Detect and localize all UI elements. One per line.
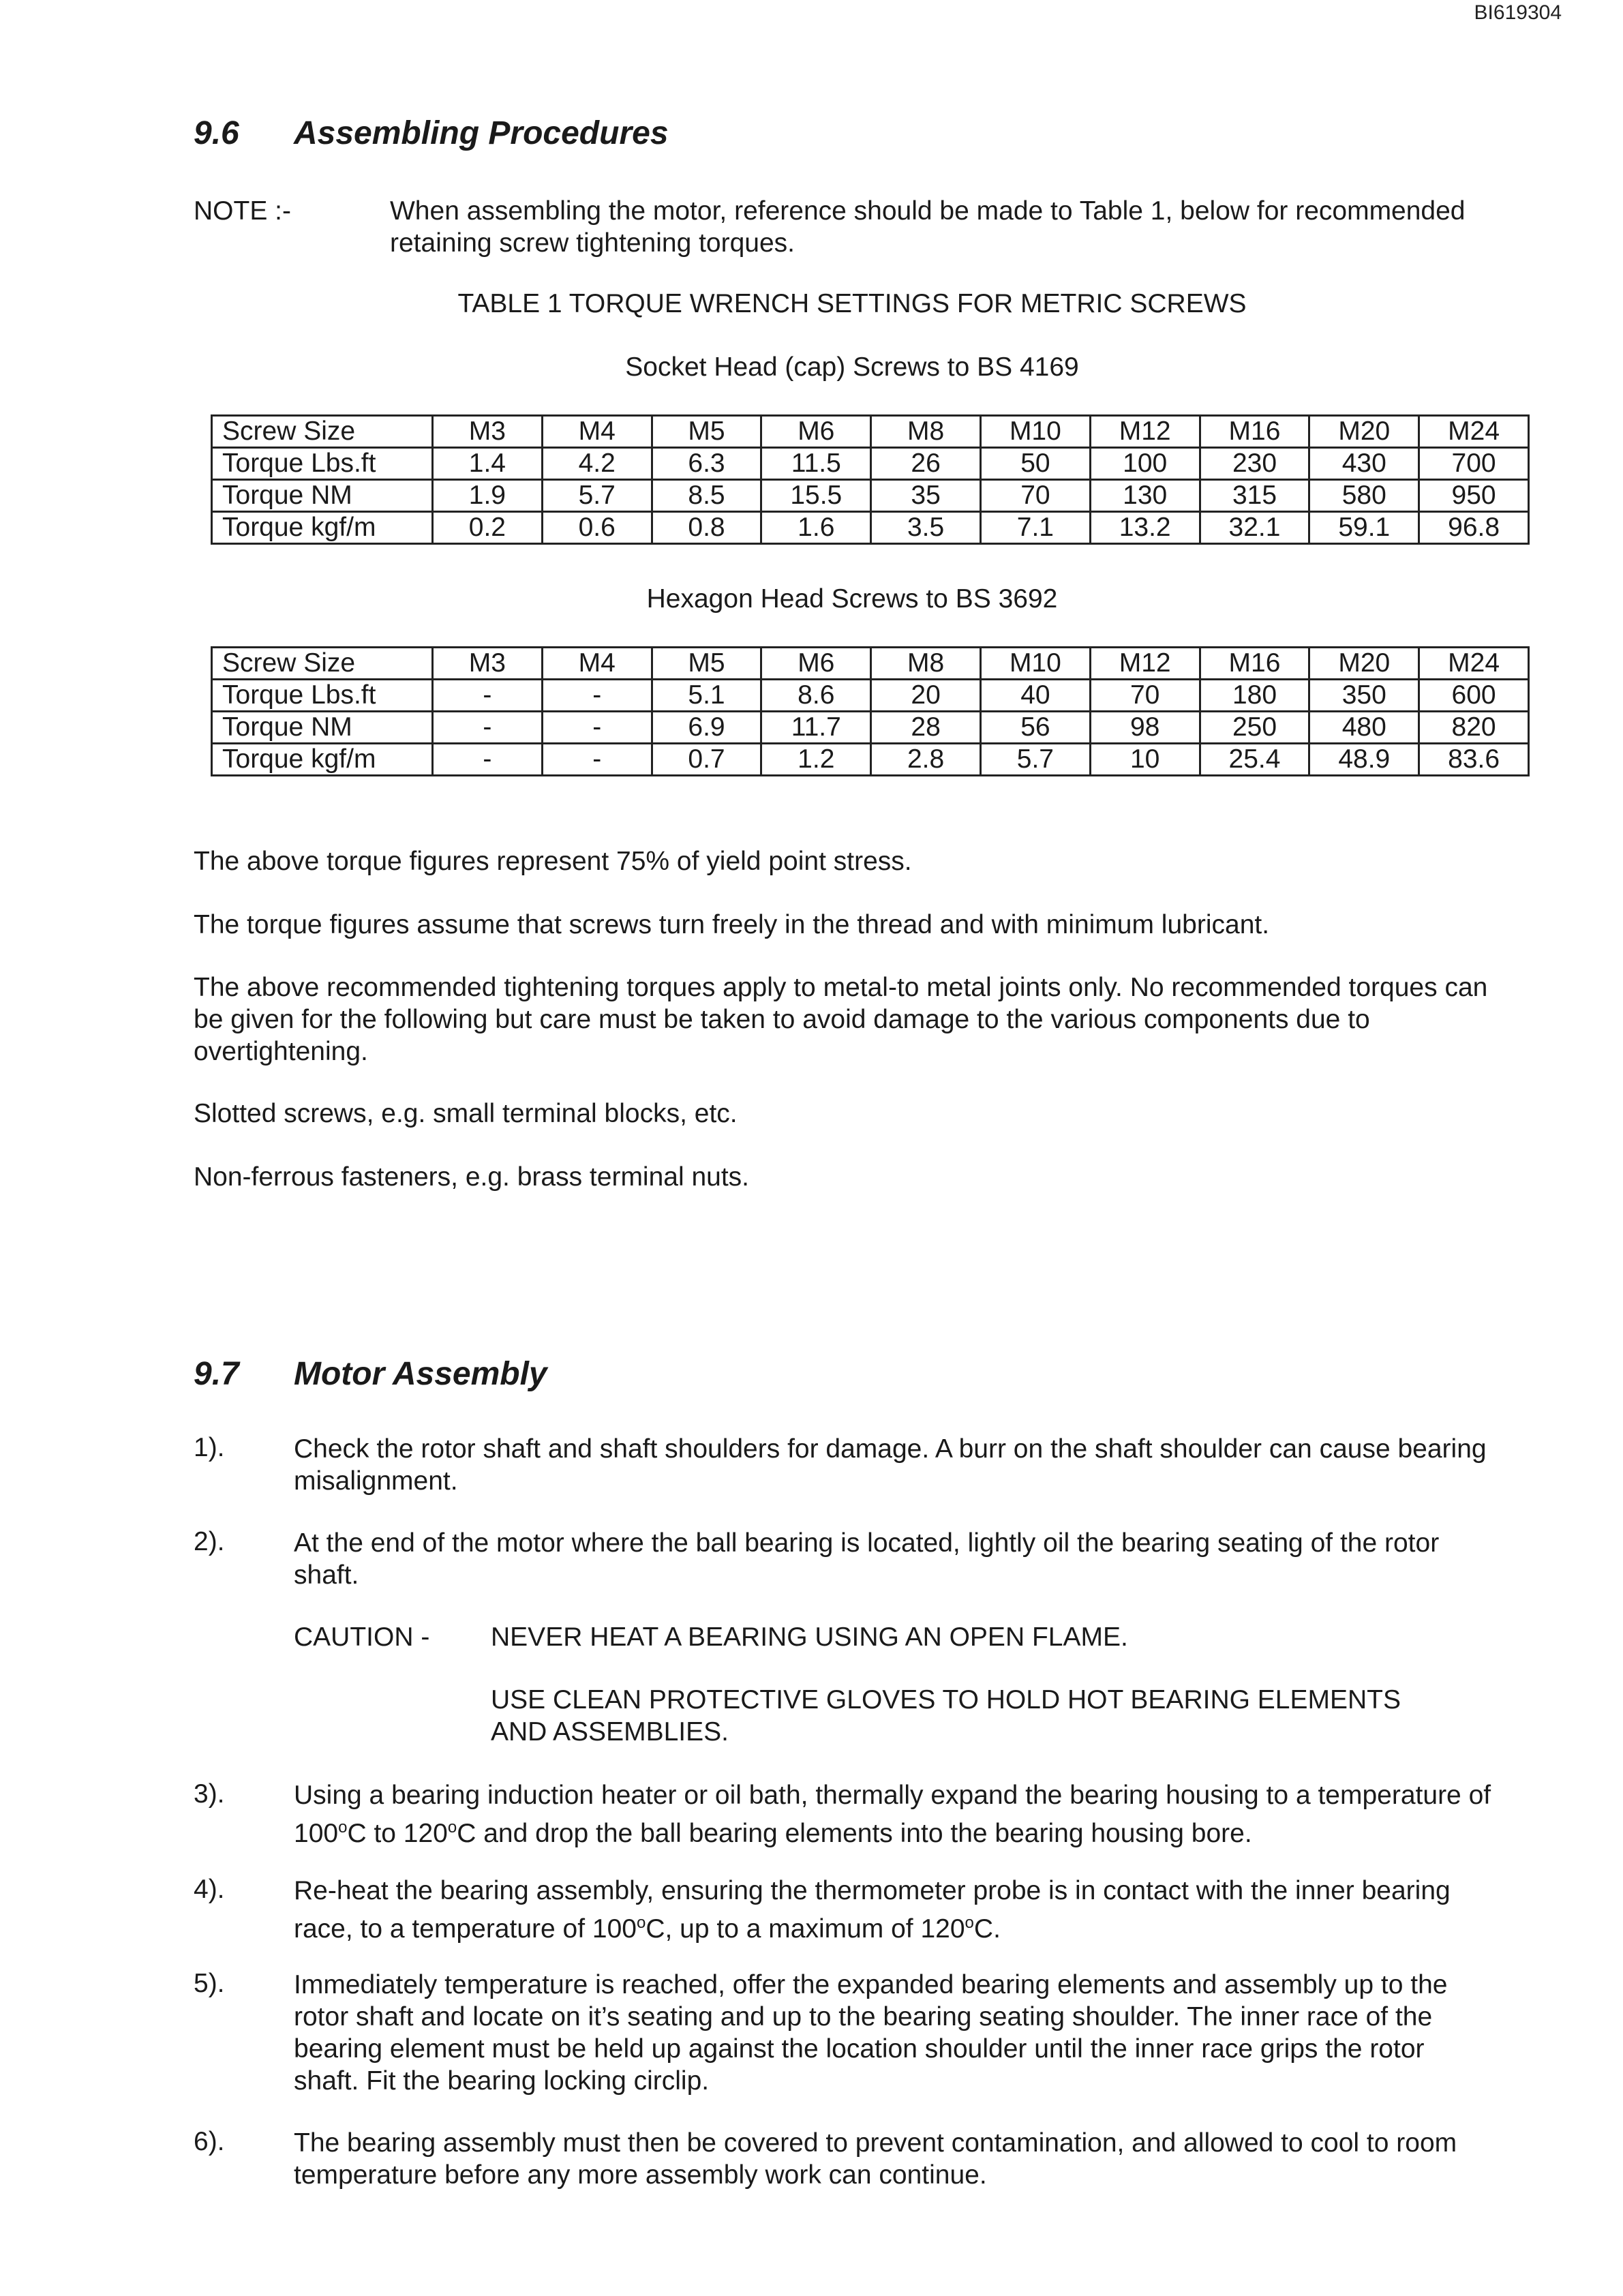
table-cell: 83.6 [1419, 744, 1529, 776]
table-header-cell: M10 [980, 648, 1090, 680]
table-header-cell: M12 [1090, 416, 1200, 448]
table-header-cell: M4 [542, 648, 652, 680]
table-cell: 59.1 [1309, 512, 1419, 544]
table-header-cell: M16 [1200, 416, 1309, 448]
paragraph-lubricant: The torque figures assume that screws turn freely in the thread and with minimum lubricant. [194, 910, 1270, 939]
table-header-cell: M12 [1090, 648, 1200, 680]
table-cell: 600 [1419, 680, 1529, 712]
list-item-text: C and drop the ball bearing elements into the bearing housing bore. [457, 1819, 1252, 1848]
table-header-cell: Screw Size [212, 648, 433, 680]
table-cell: 6.9 [652, 712, 761, 744]
table-header-cell: M8 [871, 416, 981, 448]
table-cell: 5.1 [652, 680, 761, 712]
list-item-text: C, up to a maximum of 120 [646, 1914, 965, 1944]
table-header-cell: M3 [433, 416, 543, 448]
table-cell: 3.5 [871, 512, 981, 544]
table-cell: - [542, 680, 652, 712]
list-item-text: Re-heat the bearing assembly, ensuring the thermometer probe is in contact with the inner bearing race, to a temperature of 100 [294, 1876, 1451, 1944]
table-cell: 700 [1419, 448, 1529, 480]
table-row [212, 680, 1529, 712]
table-cell: 0.6 [542, 512, 652, 544]
table-header-cell: M16 [1200, 648, 1309, 680]
table-cell: 1.9 [433, 480, 543, 512]
list-item-number: 1). [194, 1433, 225, 1462]
list-item: At the end of the motor where the ball bearing is located, lightly oil the bearing seating of the rotor shaft. [294, 1528, 1440, 1590]
table-row [212, 512, 1529, 544]
list-item-number: 4). [194, 1875, 225, 1904]
table-cell: 350 [1309, 680, 1419, 712]
table-cell: - [542, 712, 652, 744]
table-cell: 11.7 [761, 712, 871, 744]
table-cell: 7.1 [980, 512, 1090, 544]
table-cell: 8.5 [652, 480, 761, 512]
list-item-number: 6). [194, 2127, 225, 2156]
table-header-cell: M20 [1309, 648, 1419, 680]
paragraph-non-ferrous: Non-ferrous fasteners, e.g. brass terminal nuts. [194, 1162, 750, 1192]
table-header-cell: M24 [1419, 648, 1529, 680]
table-cell: 32.1 [1200, 512, 1309, 544]
table-cell: 20 [871, 680, 981, 712]
table-cell: 70 [1090, 680, 1200, 712]
table-header-cell: M5 [652, 648, 761, 680]
list-item [294, 1779, 1493, 1849]
table-cell: 13.2 [1090, 512, 1200, 544]
table-header-cell: M10 [980, 416, 1090, 448]
table-cell: 1.2 [761, 744, 871, 776]
table-cell: 50 [980, 448, 1090, 480]
table-cell: - [542, 744, 652, 776]
table-cell: - [433, 712, 543, 744]
table-cell: 950 [1419, 480, 1529, 512]
list-item-text: C to 120 [347, 1819, 448, 1848]
table-cell: 40 [980, 680, 1090, 712]
table-cell: 96.8 [1419, 512, 1529, 544]
table-cell: 26 [871, 448, 981, 480]
table-cell: 11.5 [761, 448, 871, 480]
table-cell: 430 [1309, 448, 1419, 480]
list-item-number: 2). [194, 1527, 225, 1556]
table-cell: 28 [871, 712, 981, 744]
table-cell: 1.6 [761, 512, 871, 544]
table-cell: 70 [980, 480, 1090, 512]
table-header-cell: M20 [1309, 416, 1419, 448]
note-text: When assembling the motor, reference should be made to Table 1, below for recommended retaining screw tightening torques. [390, 196, 1466, 258]
table-cell: 98 [1090, 712, 1200, 744]
list-item-text: Using a bearing induction heater or oil bath, thermally expand the bearing housing to a temperature of 100 [294, 1781, 1491, 1848]
section-9-6-number: 9.6 [194, 115, 239, 151]
table-header-cell: M6 [761, 416, 871, 448]
table-cell: 230 [1200, 448, 1309, 480]
list-item [294, 1875, 1493, 1945]
degree-symbol: o [965, 1914, 974, 1932]
table-row [212, 744, 1529, 776]
section-9-7-number: 9.7 [194, 1356, 239, 1392]
table-cell: - [433, 680, 543, 712]
table-cell: 180 [1200, 680, 1309, 712]
paragraph-yield-stress: The above torque figures represent 75% of yield point stress. [194, 847, 912, 876]
paragraph-slotted-screws: Slotted screws, e.g. small terminal blocks, etc. [194, 1099, 738, 1128]
table-cell: 6.3 [652, 448, 761, 480]
table-cell: 35 [871, 480, 981, 512]
document-reference: BI619304 [1474, 1, 1562, 24]
paragraph-metal-joints: The above recommended tightening torques apply to metal-to metal joints only. No recommended torques can be given for the following but care must be taken to avoid damage to the various components due to overtightening. [194, 973, 1488, 1066]
socket-head-torque-table [211, 414, 1530, 545]
list-item-number: 5). [194, 1969, 225, 1998]
table-cell: 5.7 [980, 744, 1090, 776]
table-row-label: Torque NM [212, 480, 433, 512]
table-cell: 0.2 [433, 512, 543, 544]
table-cell: 8.6 [761, 680, 871, 712]
table-cell: 48.9 [1309, 744, 1419, 776]
caution-line-open-flame: NEVER HEAT A BEARING USING AN OPEN FLAME. [491, 1622, 1128, 1652]
table-header-cell: M4 [542, 416, 652, 448]
degree-symbol: o [447, 1818, 457, 1837]
table-title: TABLE 1 TORQUE WRENCH SETTINGS FOR METRIC SCREWS [457, 289, 1247, 318]
list-item-number: 3). [194, 1779, 225, 1809]
section-9-6-title: Assembling Procedures [294, 115, 669, 151]
table-header-cell: M6 [761, 648, 871, 680]
degree-symbol: o [338, 1818, 348, 1837]
table-cell: 15.5 [761, 480, 871, 512]
table-header-cell: M5 [652, 416, 761, 448]
table-header-cell: M3 [433, 648, 543, 680]
list-item: Immediately temperature is reached, offer the expanded bearing elements and assembly up to the rotor shaft and locate on it’s seating and up to the bearing seating shoulder. The inner race of the bearing element must be held up against the location shoulder until the inner race grips the rotor shaft. Fit the bearing locking circlip. [294, 1970, 1448, 2096]
list-item: The bearing assembly must then be covered to prevent contamination, and allowed to cool to room temperature before any more assembly work can continue. [294, 2128, 1457, 2190]
table-cell: 10 [1090, 744, 1200, 776]
table-row-label: Torque kgf/m [212, 744, 433, 776]
caution-line-gloves: USE CLEAN PROTECTIVE GLOVES TO HOLD HOT BEARING ELEMENTS AND ASSEMBLIES. [491, 1685, 1401, 1747]
list-item: Check the rotor shaft and shaft shoulders for damage. A burr on the shaft shoulder can cause bearing misalignment. [294, 1434, 1487, 1496]
table-cell: 25.4 [1200, 744, 1309, 776]
table-header-cell: M8 [871, 648, 981, 680]
table-cell: 1.4 [433, 448, 543, 480]
table-cell: 56 [980, 712, 1090, 744]
table-cell: 5.7 [542, 480, 652, 512]
degree-symbol: o [636, 1914, 646, 1932]
table-cell: - [433, 744, 543, 776]
table-cell: 130 [1090, 480, 1200, 512]
socket-head-caption: Socket Head (cap) Screws to BS 4169 [625, 352, 1079, 382]
table-header-cell: Screw Size [212, 416, 433, 448]
table-row-label: Torque NM [212, 712, 433, 744]
table-row [212, 448, 1529, 480]
table-header-cell: M24 [1419, 416, 1529, 448]
table-cell: 2.8 [871, 744, 981, 776]
table-row-label: Torque Lbs.ft [212, 448, 433, 480]
caution-label: CAUTION - [294, 1622, 430, 1652]
list-item-text: C. [973, 1914, 1001, 1944]
table-cell: 0.7 [652, 744, 761, 776]
table-cell: 100 [1090, 448, 1200, 480]
table-cell: 250 [1200, 712, 1309, 744]
table-row-label: Torque kgf/m [212, 512, 433, 544]
table-header-row [212, 648, 1529, 680]
table-row [212, 712, 1529, 744]
table-cell: 0.8 [652, 512, 761, 544]
table-cell: 480 [1309, 712, 1419, 744]
table-cell: 315 [1200, 480, 1309, 512]
hexagon-head-torque-table [211, 646, 1530, 776]
table-row [212, 480, 1529, 512]
table-cell: 820 [1419, 712, 1529, 744]
hexagon-head-caption: Hexagon Head Screws to BS 3692 [646, 584, 1058, 614]
table-cell: 580 [1309, 480, 1419, 512]
note-label: NOTE :- [194, 196, 291, 226]
table-header-row [212, 416, 1529, 448]
table-row-label: Torque Lbs.ft [212, 680, 433, 712]
section-9-7-title: Motor Assembly [294, 1356, 547, 1392]
table-cell: 4.2 [542, 448, 652, 480]
